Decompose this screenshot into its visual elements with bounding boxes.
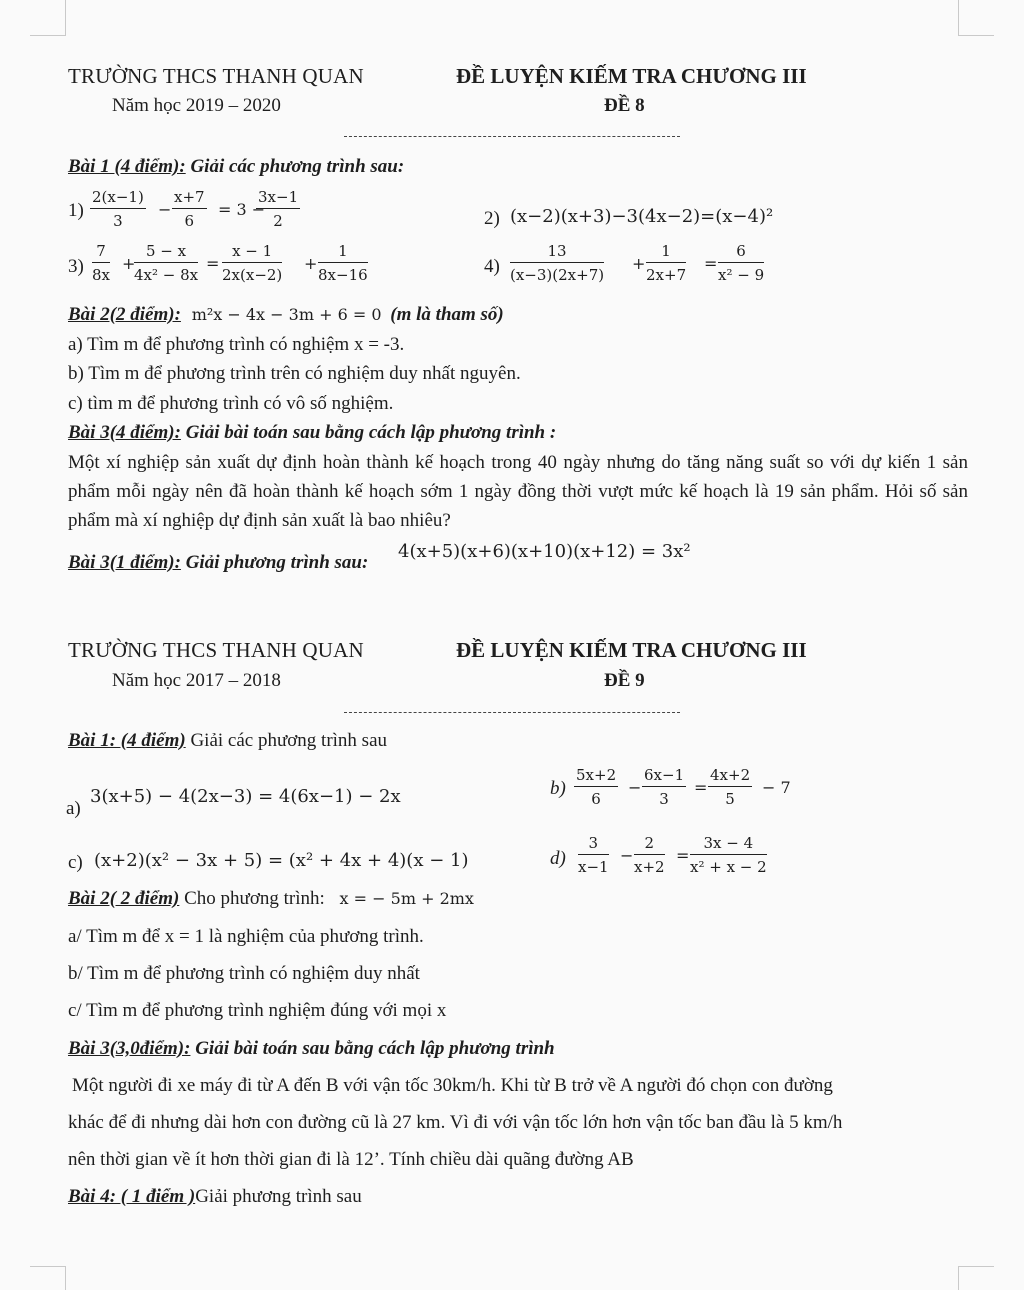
corner-mark	[958, 0, 994, 36]
section-heading: Bài 3(1 điểm): Giải phương trình sau:	[68, 552, 369, 573]
divider	[344, 136, 680, 137]
equation-label: c)	[68, 852, 83, 873]
section-heading: Bài 1: (4 điểm) Giải các phương trình sau	[68, 730, 388, 751]
exam-number: ĐỀ 9	[604, 670, 645, 691]
equation-label: d)	[550, 848, 566, 869]
fraction: $\frac{x - 1}{2x(x-2)}$	[222, 242, 283, 284]
problem-text: khác để đi nhưng dài hơn con đường cũ là 27 km. Vì đi với vận tốc lớn hơn vận tốc ban đầu là 5 km/h	[68, 1112, 843, 1133]
operator: +	[632, 254, 646, 273]
fraction: $\frac{2(x-1)}{3}$	[92, 188, 144, 230]
section-heading: Bài 3(3,0điểm): Giải bài toán sau bằng cách lập phương trình	[68, 1038, 555, 1059]
operator: +	[122, 254, 136, 273]
corner-mark	[958, 1266, 994, 1290]
problem-text: Một người đi xe máy đi từ A đến B với vận tốc 30km/h. Khi từ B trở về A người đó chọn con đường	[72, 1075, 833, 1096]
operator: = 3 −	[218, 200, 266, 219]
question-item: a/ Tìm m để x = 1 là nghiệm của phương trình.	[68, 926, 424, 947]
problem-text: Một xí nghiệp sản xuất dự định hoàn thành kế hoạch trong 40 ngày nhưng do tăng năng suất so với dự kiến 1 sản phẩm mỗi ngày nên đã hoàn thành kế hoạch sớm 1 ngày đồng thời vượt mức kế hoạch là 19 sản phẩm. Hỏi số sản phẩm mà xí nghiệp dự định sản xuất là bao nhiêu?	[68, 452, 968, 531]
section-heading: Bài 3(4 điểm): Giải bài toán sau bằng cách lập phương trình :	[68, 422, 557, 443]
equation: (x−2)(x+3)−3(4x−2)=(x−4)²	[510, 206, 774, 227]
operator: =	[694, 778, 708, 797]
operator: =	[206, 254, 220, 273]
equation-label: 4)	[484, 256, 500, 277]
equation-label: 3)	[68, 256, 84, 277]
fraction: $\frac{1}{2x+7}$	[646, 242, 687, 284]
equation-label: b)	[550, 778, 566, 799]
school-year: Năm học 2017 – 2018	[112, 670, 281, 691]
section-heading: Bài 4: ( 1 điểm )Giải phương trình sau	[68, 1186, 362, 1207]
equation: 3(x+5) − 4(2x−3) = 4(6x−1) − 2x	[90, 786, 401, 807]
question-item: c) tìm m để phương trình có vô số nghiệm.	[68, 393, 394, 414]
section-heading: Bài 2( 2 điểm) Cho phương trình: x = − 5m + 2mx	[68, 888, 474, 909]
fraction: $\frac{5x+2}{6}$	[576, 766, 617, 808]
operator: −	[158, 200, 172, 219]
fraction: $\frac{4x+2}{5}$	[710, 766, 751, 808]
operator: − 7	[762, 778, 791, 797]
question-item: a) Tìm m để phương trình có nghiệm x = -3.	[68, 334, 405, 355]
school-name: TRƯỜNG THCS THANH QUAN	[68, 638, 364, 662]
operator: =	[704, 254, 718, 273]
school-name: TRƯỜNG THCS THANH QUAN	[68, 64, 364, 88]
equation: 4(x+5)(x+6)(x+10)(x+12) = 3x²	[398, 541, 691, 562]
equation-label: a)	[66, 798, 81, 819]
fraction: $\frac{7}{8x}$	[92, 242, 111, 284]
corner-mark	[30, 0, 66, 36]
exam-number: ĐỀ 8	[604, 95, 645, 116]
fraction: $\frac{6x-1}{3}$	[644, 766, 685, 808]
fraction: $\frac{2}{x+2}$	[634, 834, 665, 876]
school-year: Năm học 2019 – 2020	[112, 95, 281, 116]
operator: −	[628, 778, 642, 797]
fraction: $\frac{3}{x-1}$	[578, 834, 609, 876]
fraction: $\frac{3x - 4}{\text{x² + x − 2}}$	[690, 834, 767, 876]
fraction: $\frac{5 - x}{\text{4x² − 8x}}$	[134, 242, 199, 284]
operator: +	[304, 254, 318, 273]
fraction: $\frac{x+7}{6}$	[174, 188, 205, 230]
fraction: $\frac{13}{(x-3)(2x+7)}$	[510, 242, 605, 284]
question-item: b) Tìm m để phương trình trên có nghiệm duy nhất nguyên.	[68, 363, 521, 384]
problem-text: nên thời gian về ít hơn thời gian đi là 12’. Tính chiều dài quãng đường AB	[68, 1149, 634, 1170]
fraction: $\frac{3x-1}{2}$	[258, 188, 299, 230]
corner-mark	[30, 1266, 66, 1290]
fraction: $\frac{6}{\text{x² − 9}}$	[718, 242, 765, 284]
divider	[344, 712, 680, 713]
question-item: c/ Tìm m để phương trình nghiệm đúng với mọi x	[68, 1000, 447, 1021]
question-item: b/ Tìm m để phương trình có nghiệm duy nhất	[68, 963, 420, 984]
operator: =	[676, 846, 690, 865]
section-heading: Bài 2(2 điểm): m²x − 4x − 3m + 6 = 0 (m là tham số)	[68, 304, 504, 325]
section-heading: Bài 1 (4 điểm): Giải các phương trình sau:	[68, 156, 405, 177]
operator: −	[620, 846, 634, 865]
fraction: $\frac{1}{8x-16}$	[318, 242, 368, 284]
equation-label: 1)	[68, 200, 84, 221]
exam-title: ĐỀ LUYỆN KIẾM TRA CHƯƠNG III	[456, 64, 807, 88]
equation-label: 2)	[484, 208, 500, 229]
equation: (x+2)(x² − 3x + 5) = (x² + 4x + 4)(x − 1)	[94, 850, 469, 871]
exam-title: ĐỀ LUYỆN KIẾM TRA CHƯƠNG III	[456, 638, 807, 662]
